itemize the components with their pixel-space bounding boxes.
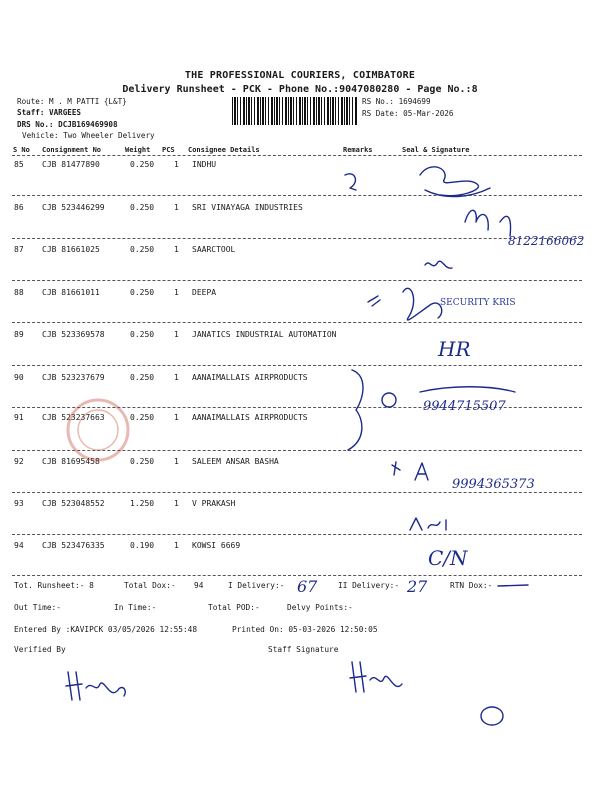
i-delivery-label: I Delivery:- xyxy=(228,581,285,590)
total-dox-value: 94 xyxy=(194,581,204,590)
signature-86 xyxy=(465,210,511,236)
delvy-points: Delvy Points:- xyxy=(287,603,353,612)
row-sno: 86 xyxy=(14,203,24,212)
row-consignment: CJB 81661025 xyxy=(42,245,100,254)
total-runsheet: Tot. Runsheet:- 8 xyxy=(14,581,94,590)
row-consignment: CJB 523446299 xyxy=(42,203,105,212)
row-pcs: 1 xyxy=(174,457,179,466)
rtn-dox-dash xyxy=(498,585,528,586)
verified-signature xyxy=(66,672,125,700)
row-weight: 0.190 xyxy=(130,541,155,550)
row-consignee: AANAIMALLAIS AIRPRODUCTS xyxy=(192,413,308,422)
cin-94: C/N xyxy=(428,546,468,570)
row-consignment: CJB 523476335 xyxy=(42,541,105,550)
row-weight: 1.250 xyxy=(130,499,155,508)
row-consignment: CJB 81695458 xyxy=(42,457,100,466)
col-pcs: PCS xyxy=(162,146,175,154)
stamp-seal xyxy=(68,400,128,460)
vehicle-label: Vehicle: Two Wheeler Delivery xyxy=(22,131,155,140)
row-sno: 93 xyxy=(14,499,24,508)
row-consignee: SRI VINAYAGA INDUSTRIES xyxy=(192,203,303,212)
row-weight: 0.250 xyxy=(130,330,155,339)
staff-signature-mark xyxy=(350,662,402,692)
brace-90-91 xyxy=(348,370,363,450)
bottom-circle-mark xyxy=(481,707,503,725)
row-sno: 85 xyxy=(14,160,24,169)
col-sno: S No xyxy=(13,146,30,154)
row-pcs: 1 xyxy=(174,245,179,254)
total-dox-label: Total Dox:- xyxy=(124,581,176,590)
i-delivery-value: 67 xyxy=(297,577,318,596)
row-pcs: 1 xyxy=(174,288,179,297)
row-consignee: SALEEM ANSAR BASHA xyxy=(192,457,279,466)
initials-89: HR xyxy=(438,337,471,361)
row-consignment: CJB 523237679 xyxy=(42,373,105,382)
phone-90: 9944715507 xyxy=(423,399,506,414)
row-consignee: V PRAKASH xyxy=(192,499,236,508)
signature-88 xyxy=(403,288,442,320)
col-remarks: Remarks xyxy=(343,146,373,154)
row-pcs: 1 xyxy=(174,413,179,422)
row-consignment: CJB 81477890 xyxy=(42,160,100,169)
row-weight: 0.250 xyxy=(130,160,155,169)
row-pcs: 1 xyxy=(174,499,179,508)
company-name: THE PROFESSIONAL COURIERS, COIMBATORE xyxy=(184,70,416,81)
row-sno: 90 xyxy=(14,373,24,382)
staff-label: Staff: VARGEES xyxy=(17,108,82,117)
ii-delivery-label: II Delivery:- xyxy=(338,581,400,590)
out-time: Out Time:- xyxy=(14,603,61,612)
row-sno: 88 xyxy=(14,288,24,297)
runsheet-title: Delivery Runsheet - PCK - Phone No.:9047080280 - Page No.:8 xyxy=(122,84,478,95)
row-weight: 0.250 xyxy=(130,203,155,212)
signature-87 xyxy=(425,261,452,268)
rs-number: RS No.: 1694699 xyxy=(362,97,431,106)
printed-on: Printed On: 05-03-2026 12:50:05 xyxy=(232,625,378,634)
remark-mark-92 xyxy=(392,462,400,475)
row-pcs: 1 xyxy=(174,203,179,212)
phone-86: 8122166062 xyxy=(508,234,585,248)
row-weight: 0.250 xyxy=(130,245,155,254)
drs-label: DRS No.: DCJB169469908 xyxy=(17,120,118,129)
row-pcs: 1 xyxy=(174,373,179,382)
row-pcs: 1 xyxy=(174,330,179,339)
phone-92: 9994365373 xyxy=(452,477,535,492)
row-sno: 91 xyxy=(14,413,24,422)
row-consignment: CJB 523237663 xyxy=(42,413,105,422)
row-consignee: INDHU xyxy=(192,160,217,169)
route-label: Route: M . M PATTI {L&T} xyxy=(17,97,127,106)
row-consignee: KOWSI 6669 xyxy=(192,541,241,550)
row-sno: 89 xyxy=(14,330,24,339)
row-consignee: SAARCTOOL xyxy=(192,245,236,254)
row-pcs: 1 xyxy=(174,160,179,169)
in-time: In Time:- xyxy=(114,603,157,612)
row-weight: 0.250 xyxy=(130,413,155,422)
remark-mark-88 xyxy=(368,296,380,306)
seal-text-88: SECURITY KRIS xyxy=(440,298,516,308)
row-consignment: CJB 523369578 xyxy=(42,330,105,339)
staff-signature: Staff Signature xyxy=(268,645,339,654)
row-consignment: CJB 523048552 xyxy=(42,499,105,508)
rs-date: RS Date: 05-Mar-2026 xyxy=(362,109,454,118)
row-sno: 87 xyxy=(14,245,24,254)
row-consignee: DEEPA xyxy=(192,288,217,297)
total-pod: Total POD:- xyxy=(208,603,260,612)
row-consignment: CJB 81661011 xyxy=(42,288,100,297)
row-weight: 0.250 xyxy=(130,457,155,466)
row-consignee: JANATICS INDUSTRIAL AUTOMATION xyxy=(192,330,337,339)
col-consignee: Consignee Details xyxy=(188,146,260,154)
signature-92 xyxy=(415,463,428,480)
remark-mark-85 xyxy=(345,174,356,190)
ii-delivery-value: 27 xyxy=(407,577,428,596)
row-sno: 94 xyxy=(14,541,24,550)
signature-93 xyxy=(410,518,446,530)
col-weight: Weight xyxy=(125,146,151,154)
row-weight: 0.250 xyxy=(130,288,155,297)
col-consignment: Consignment No xyxy=(42,146,102,154)
row-sno: 92 xyxy=(14,457,24,466)
circle-mark-90 xyxy=(382,393,396,407)
row-weight: 0.250 xyxy=(130,373,155,382)
rtn-dox-label: RTN Dox:- xyxy=(450,581,493,590)
row-consignee: AANAIMALLAIS AIRPRODUCTS xyxy=(192,373,308,382)
verified-by: Verified By xyxy=(14,645,66,654)
strike-90 xyxy=(420,387,515,392)
row-pcs: 1 xyxy=(174,541,179,550)
col-seal: Seal & Signature xyxy=(402,146,470,154)
entered-by: Entered By :KAVIPCK 03/05/2026 12:55:48 xyxy=(14,625,198,634)
